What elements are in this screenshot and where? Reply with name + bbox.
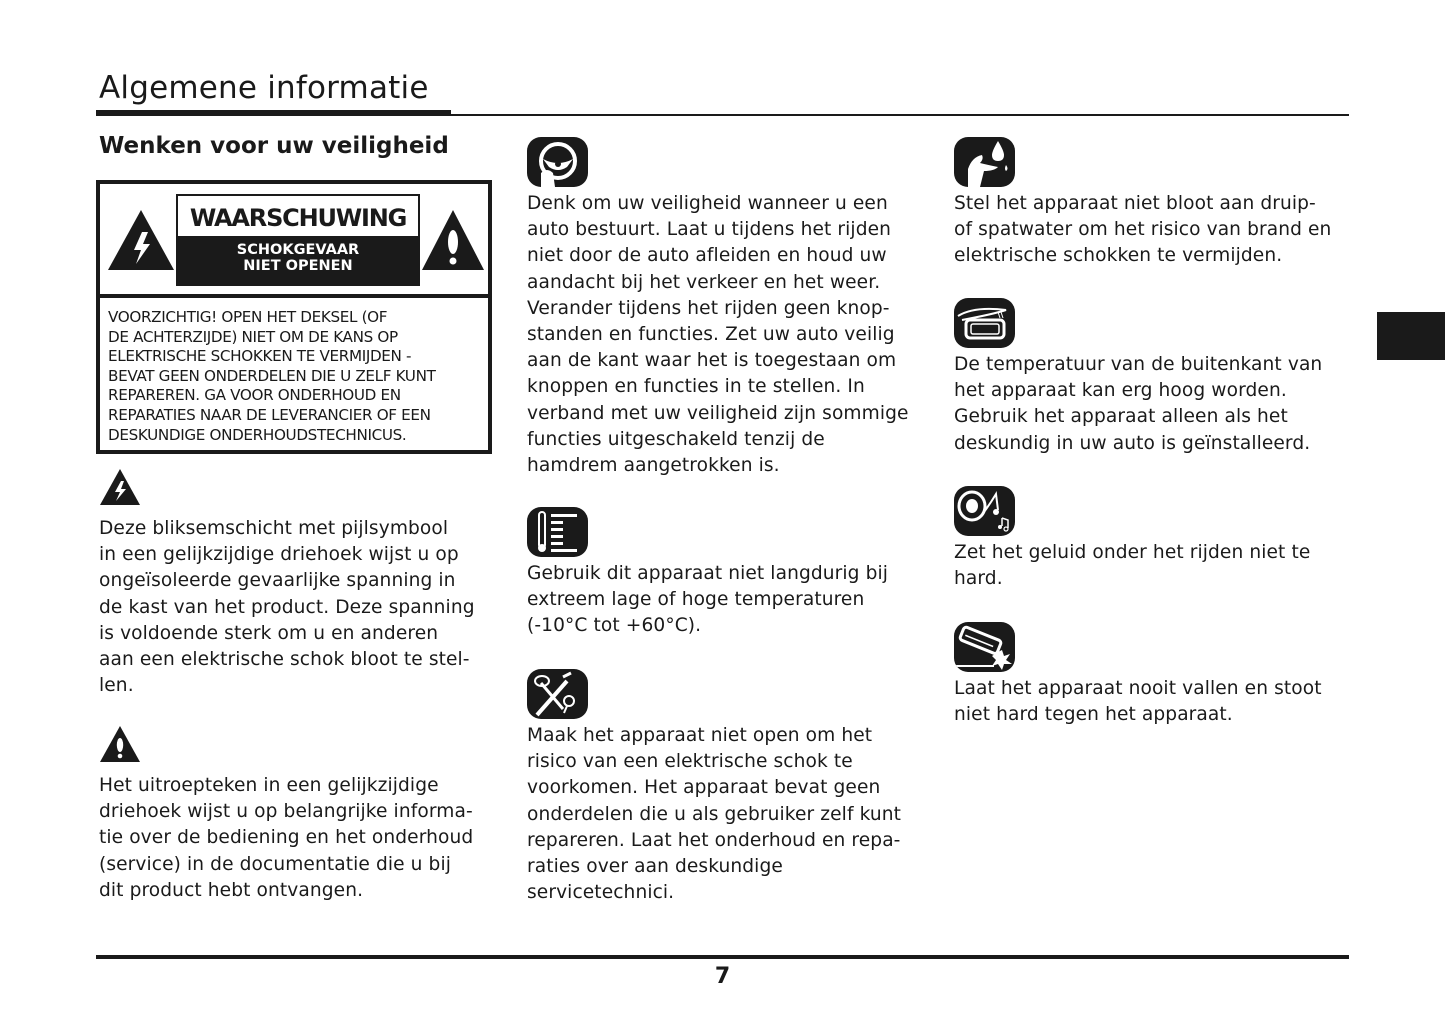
footer-rule <box>96 955 1349 959</box>
temperature-tip <box>527 507 888 640</box>
exclamation-note <box>99 725 473 904</box>
water-text <box>954 191 1331 270</box>
text-line: servicetechnici. <box>527 882 675 904</box>
thermometer-icon <box>527 507 588 557</box>
text-line: Zet het geluid onder het rijden niet te <box>954 542 1311 563</box>
warning-subtitle-line: NIET OPENEN <box>243 258 353 274</box>
text-line: Het uitroepteken in een gelijkzijdige <box>99 775 439 796</box>
text-line: Verander tijdens het rijden geen knop- <box>527 297 890 319</box>
section-heading: Wenken voor uw veiligheid <box>99 133 449 159</box>
text-line: dit product hebt ontvangen. <box>99 879 364 901</box>
text-line: in een gelijkzijdige driehoek wijst u op <box>99 544 459 566</box>
text-line: risico van een elektrische schok te <box>527 751 853 773</box>
lightning-note-text <box>99 516 475 699</box>
water-tip <box>954 137 1331 270</box>
steering-wheel-icon <box>527 137 588 187</box>
lightning-triangle-icon <box>99 468 141 506</box>
do-not-open-text <box>527 723 901 906</box>
text-line: hamdrem aangetrokken is. <box>527 455 780 477</box>
drop-text <box>954 676 1322 728</box>
hot-device-icon <box>954 298 1015 348</box>
warning-body-line: REPAREREN. GA VOOR ONDERHOUD EN <box>108 386 401 405</box>
warning-body-line: DESKUNDIGE ONDERHOUDSTECHNICUS. <box>108 425 407 444</box>
text-line: aan een elektrische schok bloot te stel- <box>99 649 470 671</box>
text-line: aandacht bij het verkeer en het weer. <box>527 271 881 293</box>
warning-label-header <box>100 184 488 298</box>
text-line: raties over aan deskundige <box>527 856 783 878</box>
text-line: de kast van het product. Deze spanning <box>99 596 475 618</box>
drop-tip <box>954 622 1322 728</box>
text-line: (service) in de documentatie die u bij <box>99 853 451 875</box>
text-line: verband met uw veiligheid zijn sommige <box>527 402 909 424</box>
chapter-tab-marker <box>1377 312 1445 360</box>
lightning-triangle-icon <box>106 208 176 272</box>
text-line: auto bestuurt. Laat u tijdens het rijden <box>527 219 892 241</box>
text-line: Denk om uw veiligheid wanneer u een <box>527 193 888 214</box>
text-line: extreem lage of hoge temperaturen <box>527 589 865 611</box>
dropped-device-icon <box>954 622 1015 672</box>
warning-subtitle-line: SCHOKGEVAAR <box>236 242 360 258</box>
text-line: is voldoende sterk om u en anderen <box>99 622 439 644</box>
hot-surface-tip <box>954 298 1322 457</box>
text-line: niet hard tegen het apparaat. <box>954 704 1233 726</box>
driving-safety-text <box>527 191 909 479</box>
text-line: ongeïsoleerde gevaarlijke spanning in <box>99 570 456 592</box>
text-line: aan de kant waar het is toegestaan om <box>527 350 897 372</box>
text-line: Stel het apparaat niet bloot aan druip- <box>954 193 1316 214</box>
text-line: (-10°C tot +60°C). <box>527 615 702 637</box>
exclamation-triangle-icon <box>99 725 141 763</box>
text-line: deskundig in uw auto is geïnstalleerd. <box>954 432 1311 454</box>
text-line: standen en functies. Zet uw auto veilig <box>527 324 895 346</box>
text-line: voorkomen. Het apparaat bevat geen <box>527 777 881 799</box>
water-drip-hand-icon <box>954 137 1015 187</box>
exclamation-note-text <box>99 773 473 904</box>
text-line: tie over de bediening en het onderhoud <box>99 827 474 849</box>
volume-text <box>954 540 1310 592</box>
text-line: knoppen en functies in te stellen. In <box>527 376 865 398</box>
text-line: repareren. Laat het onderhoud en repa- <box>527 829 901 851</box>
exclamation-triangle-icon <box>420 208 486 272</box>
text-line: onderdelen die u als gebruiker zelf kunt <box>527 803 902 825</box>
text-line: De temperatuur van de buitenkant van <box>954 354 1323 375</box>
title-rule-thin <box>451 114 1349 116</box>
title-rule-thick <box>96 110 451 116</box>
warning-body-line: ELEKTRISCHE SCHOKKEN TE VERMIJDEN - <box>108 347 412 366</box>
lightning-note <box>99 468 475 699</box>
text-line: het apparaat kan erg hoog worden. <box>954 380 1287 402</box>
text-line: functies uitgeschakeld tenzij de <box>527 428 825 450</box>
text-line: Gebruik het apparaat alleen als het <box>954 406 1288 428</box>
page-number: 7 <box>714 964 731 989</box>
text-line: hard. <box>954 568 1003 590</box>
volume-tip <box>954 486 1310 592</box>
text-line: niet door de auto afleiden en houd uw <box>527 245 887 267</box>
screwdriver-tools-icon <box>527 669 588 719</box>
warning-title: WAARSCHUWING <box>189 204 407 232</box>
text-line: len. <box>99 675 134 697</box>
warning-body-line: DE ACHTERZIJDE) NIET OM DE KANS OP <box>108 327 398 346</box>
warning-body-line: REPARATIES NAAR DE LEVERANCIER OF EEN <box>108 405 431 424</box>
text-line: Deze bliksemschicht met pijlsymbool <box>99 518 449 539</box>
do-not-open-tip <box>527 669 901 906</box>
driving-safety-tip <box>527 137 909 479</box>
text-line: Gebruik dit apparaat niet langdurig bij <box>527 563 889 584</box>
warning-body-line: VOORZICHTIG! OPEN HET DEKSEL (OF <box>108 308 388 326</box>
warning-subtitle <box>178 236 418 284</box>
warning-label <box>96 180 492 454</box>
text-line: of spatwater om het risico van brand en <box>954 219 1332 241</box>
page-title: Algemene informatie <box>99 70 429 106</box>
text-line: Laat het apparaat nooit vallen en stoot <box>954 678 1322 699</box>
warning-body-line: BEVAT GEEN ONDERDELEN DIE U ZELF KUNT <box>108 366 436 385</box>
hot-surface-text <box>954 352 1322 457</box>
temperature-text <box>527 561 888 640</box>
warning-body <box>108 308 484 445</box>
warning-label-badge <box>176 194 420 286</box>
text-line: driehoek wijst u op belangrijke informa- <box>99 801 473 823</box>
speaker-music-icon <box>954 486 1015 536</box>
text-line: elektrische schokken te vermijden. <box>954 245 1283 267</box>
text-line: Maak het apparaat niet open om het <box>527 725 873 746</box>
